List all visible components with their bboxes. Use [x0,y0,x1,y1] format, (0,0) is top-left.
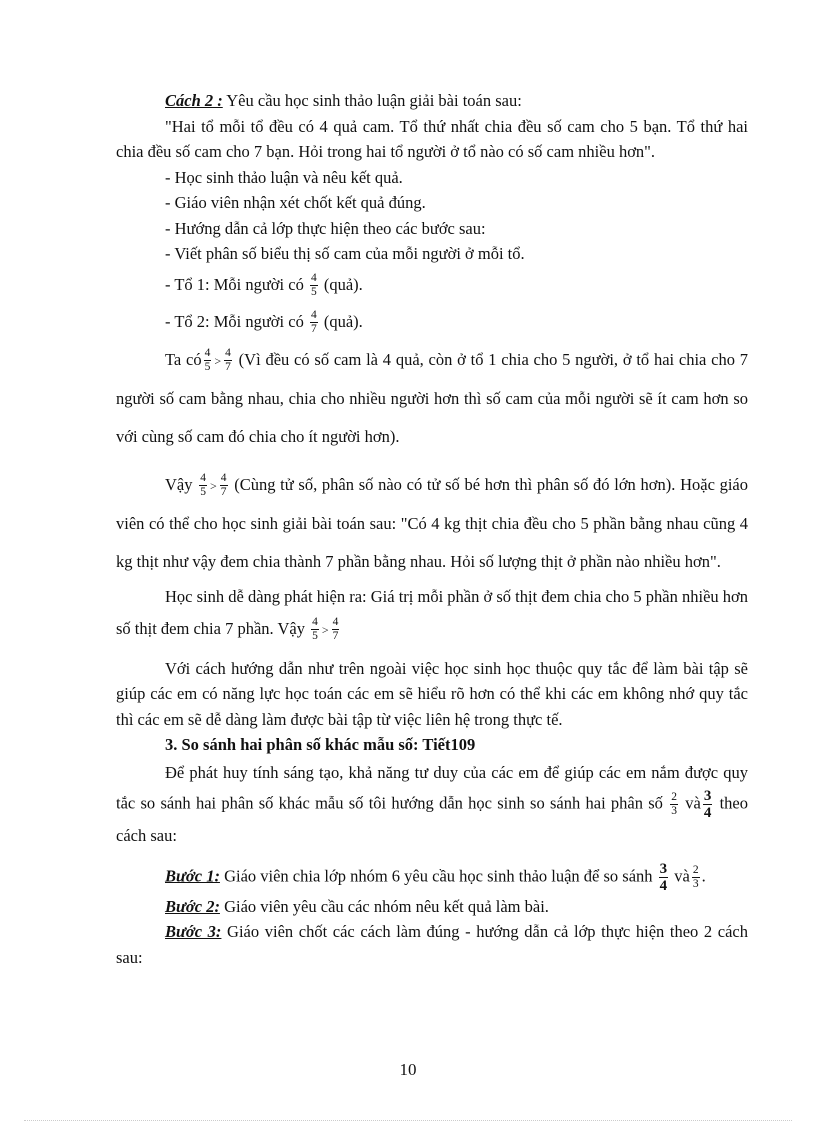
denominator: 4 [703,804,712,821]
numerator: 2 [692,863,699,876]
and-word: và [685,792,701,812]
numerator: 4 [312,616,318,629]
fraction [311,616,319,643]
denominator: 7 [310,323,317,336]
document-body [116,88,748,970]
discover-paragraph [116,581,748,646]
step2-text: Giáo viên yêu cầu các nhóm nêu kết quả làm bài. [219,896,549,916]
spacer [116,851,748,861]
discover-text: Học sinh dễ dàng phát hiện ra: Giá trị mỗi phần ở số thịt đem chia cho 5 phần nhiều hơn số thịt đem chia 7 phần. Vậy [116,586,748,638]
step1-end: . [701,865,706,885]
compare2-text: (Cùng tử số, phân số nào có tử số bé hơn thì phân số đó lớn hơn). Hoặc giáo viên có thể cho học sinh giải bài toán sau: "Có 4 kg thịt chia đều cho 5 phần bằng nhau cũng 4 kg thịt như vậy đem chia thành 7 phần bằng nhau. Hỏi số lượng thịt ở phần nào nhiều hơn". [116,474,749,571]
fraction [703,788,713,821]
step-item: - Học sinh thảo luận và nêu kết quả. [165,167,403,187]
step1-text: Giáo viên chia lớp nhóm 6 yêu cầu học sinh thảo luận để so sánh [219,865,653,885]
denominator: 5 [310,286,317,299]
denominator: 7 [220,486,227,499]
numerator: 4 [332,616,339,629]
fraction [692,864,700,891]
step-item: - Hướng dẫn cả lớp thực hiện theo các bước sau: [165,218,486,238]
compare1-paragraph [116,341,748,456]
denominator: 7 [225,361,231,374]
fraction [670,791,678,818]
step3-label: Bước 3: [165,922,222,941]
spacer [116,646,748,656]
team1-line [116,267,748,303]
compare1-prefix: Ta có [165,349,202,369]
intro-paragraph [116,758,748,851]
compare2-paragraph [116,466,748,581]
denominator: 5 [312,630,318,643]
step3-text: Giáo viên chốt các cách làm đúng - hướng dẫn cả lớp thực hiện theo 2 cách sau: [116,922,748,967]
section-heading: 3. So sánh hai phân số khác mẫu số: Tiết109 [165,735,476,754]
step-item: - Giáo viên nhận xét chốt kết quả đúng. [165,193,426,212]
and-word: và [674,865,690,885]
numerator: 4 [225,347,231,360]
denominator: 7 [332,630,339,643]
denominator: 3 [692,877,699,890]
spacer [116,456,748,466]
greater-than-sign: > [214,353,222,368]
method2-label: Cách 2 : [165,91,223,110]
greater-than-sign: > [321,622,329,637]
numerator: 3 [659,860,668,877]
team2-prefix: - Tổ 2: Mỗi người có [165,311,304,331]
denominator: 5 [200,486,206,499]
fraction [332,616,340,643]
team2-suffix: (quả). [323,311,363,331]
numerator: 4 [220,472,227,485]
compare2-prefix: Vậy [165,474,193,494]
fraction [199,472,207,499]
denominator: 5 [204,361,211,374]
problem-paragraph: "Hai tổ mỗi tổ đều có 4 quả cam. Tổ thứ nhất chia đều số cam cho 5 bạn. Tổ thứ hai chia đều số cam cho 7 bạn. Hỏi trong hai tổ người ở tổ nào có số cam nhiều hơn". [116,116,748,161]
numerator: 2 [671,790,677,803]
fraction [310,309,318,336]
fraction [204,347,212,374]
intro-suffix: theo cách sau: [116,792,749,845]
fraction [220,472,228,499]
benefit-paragraph: Với cách hướng dẫn như trên ngoài việc học sinh học thuộc quy tắc để làm bài tập sẽ giúp các em có năng lực học toán các em sẽ hiểu rõ hơn có thể khi các em không nhớ quy tắc thì các em sẽ dễ dàng làm được bài tập từ việc liên hệ trong thực tế. [116,658,748,729]
step1-paragraph [116,861,748,894]
page-border-dotted [24,1120,792,1121]
fraction [224,347,232,374]
intro-text: Để phát huy tính sáng tạo, khả năng tư duy của các em để giúp các em nắm được quy tắc so sánh hai phân số khác mẫu số tôi hướng dẫn học sinh so sánh hai phân số [116,762,748,812]
denominator: 3 [671,804,677,817]
method2-paragraph [116,88,748,114]
team2-line [116,303,748,341]
step1-label: Bước 1: [165,865,220,885]
step2-label: Bước 2: [165,896,220,916]
numerator: 3 [703,787,712,804]
denominator: 4 [659,877,668,894]
numerator: 4 [310,272,317,285]
page-number: 10 [399,1060,417,1079]
step3-paragraph [116,919,748,970]
greater-than-sign: > [209,478,217,493]
team1-suffix: (quả). [323,274,363,294]
step2-paragraph [116,894,748,920]
method2-text: Yêu cầu học sinh thảo luận giải bài toán sau: [222,91,522,110]
numerator: 4 [204,347,211,360]
compare1-text: (Vì đều có số cam là 4 quả, còn ở tổ 1 chia cho 5 người, ở tổ hai chia cho 7 người số cam bằng nhau, chia cho nhiều người hơn thì số cam của mỗi người sẽ ít cam hơn so với cùng số cam đó chia cho ít người hơn). [116,349,748,446]
step-item: - Viết phân số biểu thị số cam của mỗi người ở mỗi tổ. [165,244,525,263]
fraction [659,861,669,894]
numerator: 4 [310,309,317,322]
team1-prefix: - Tổ 1: Mỗi người có [165,274,304,294]
numerator: 4 [200,472,206,485]
fraction [310,272,318,299]
